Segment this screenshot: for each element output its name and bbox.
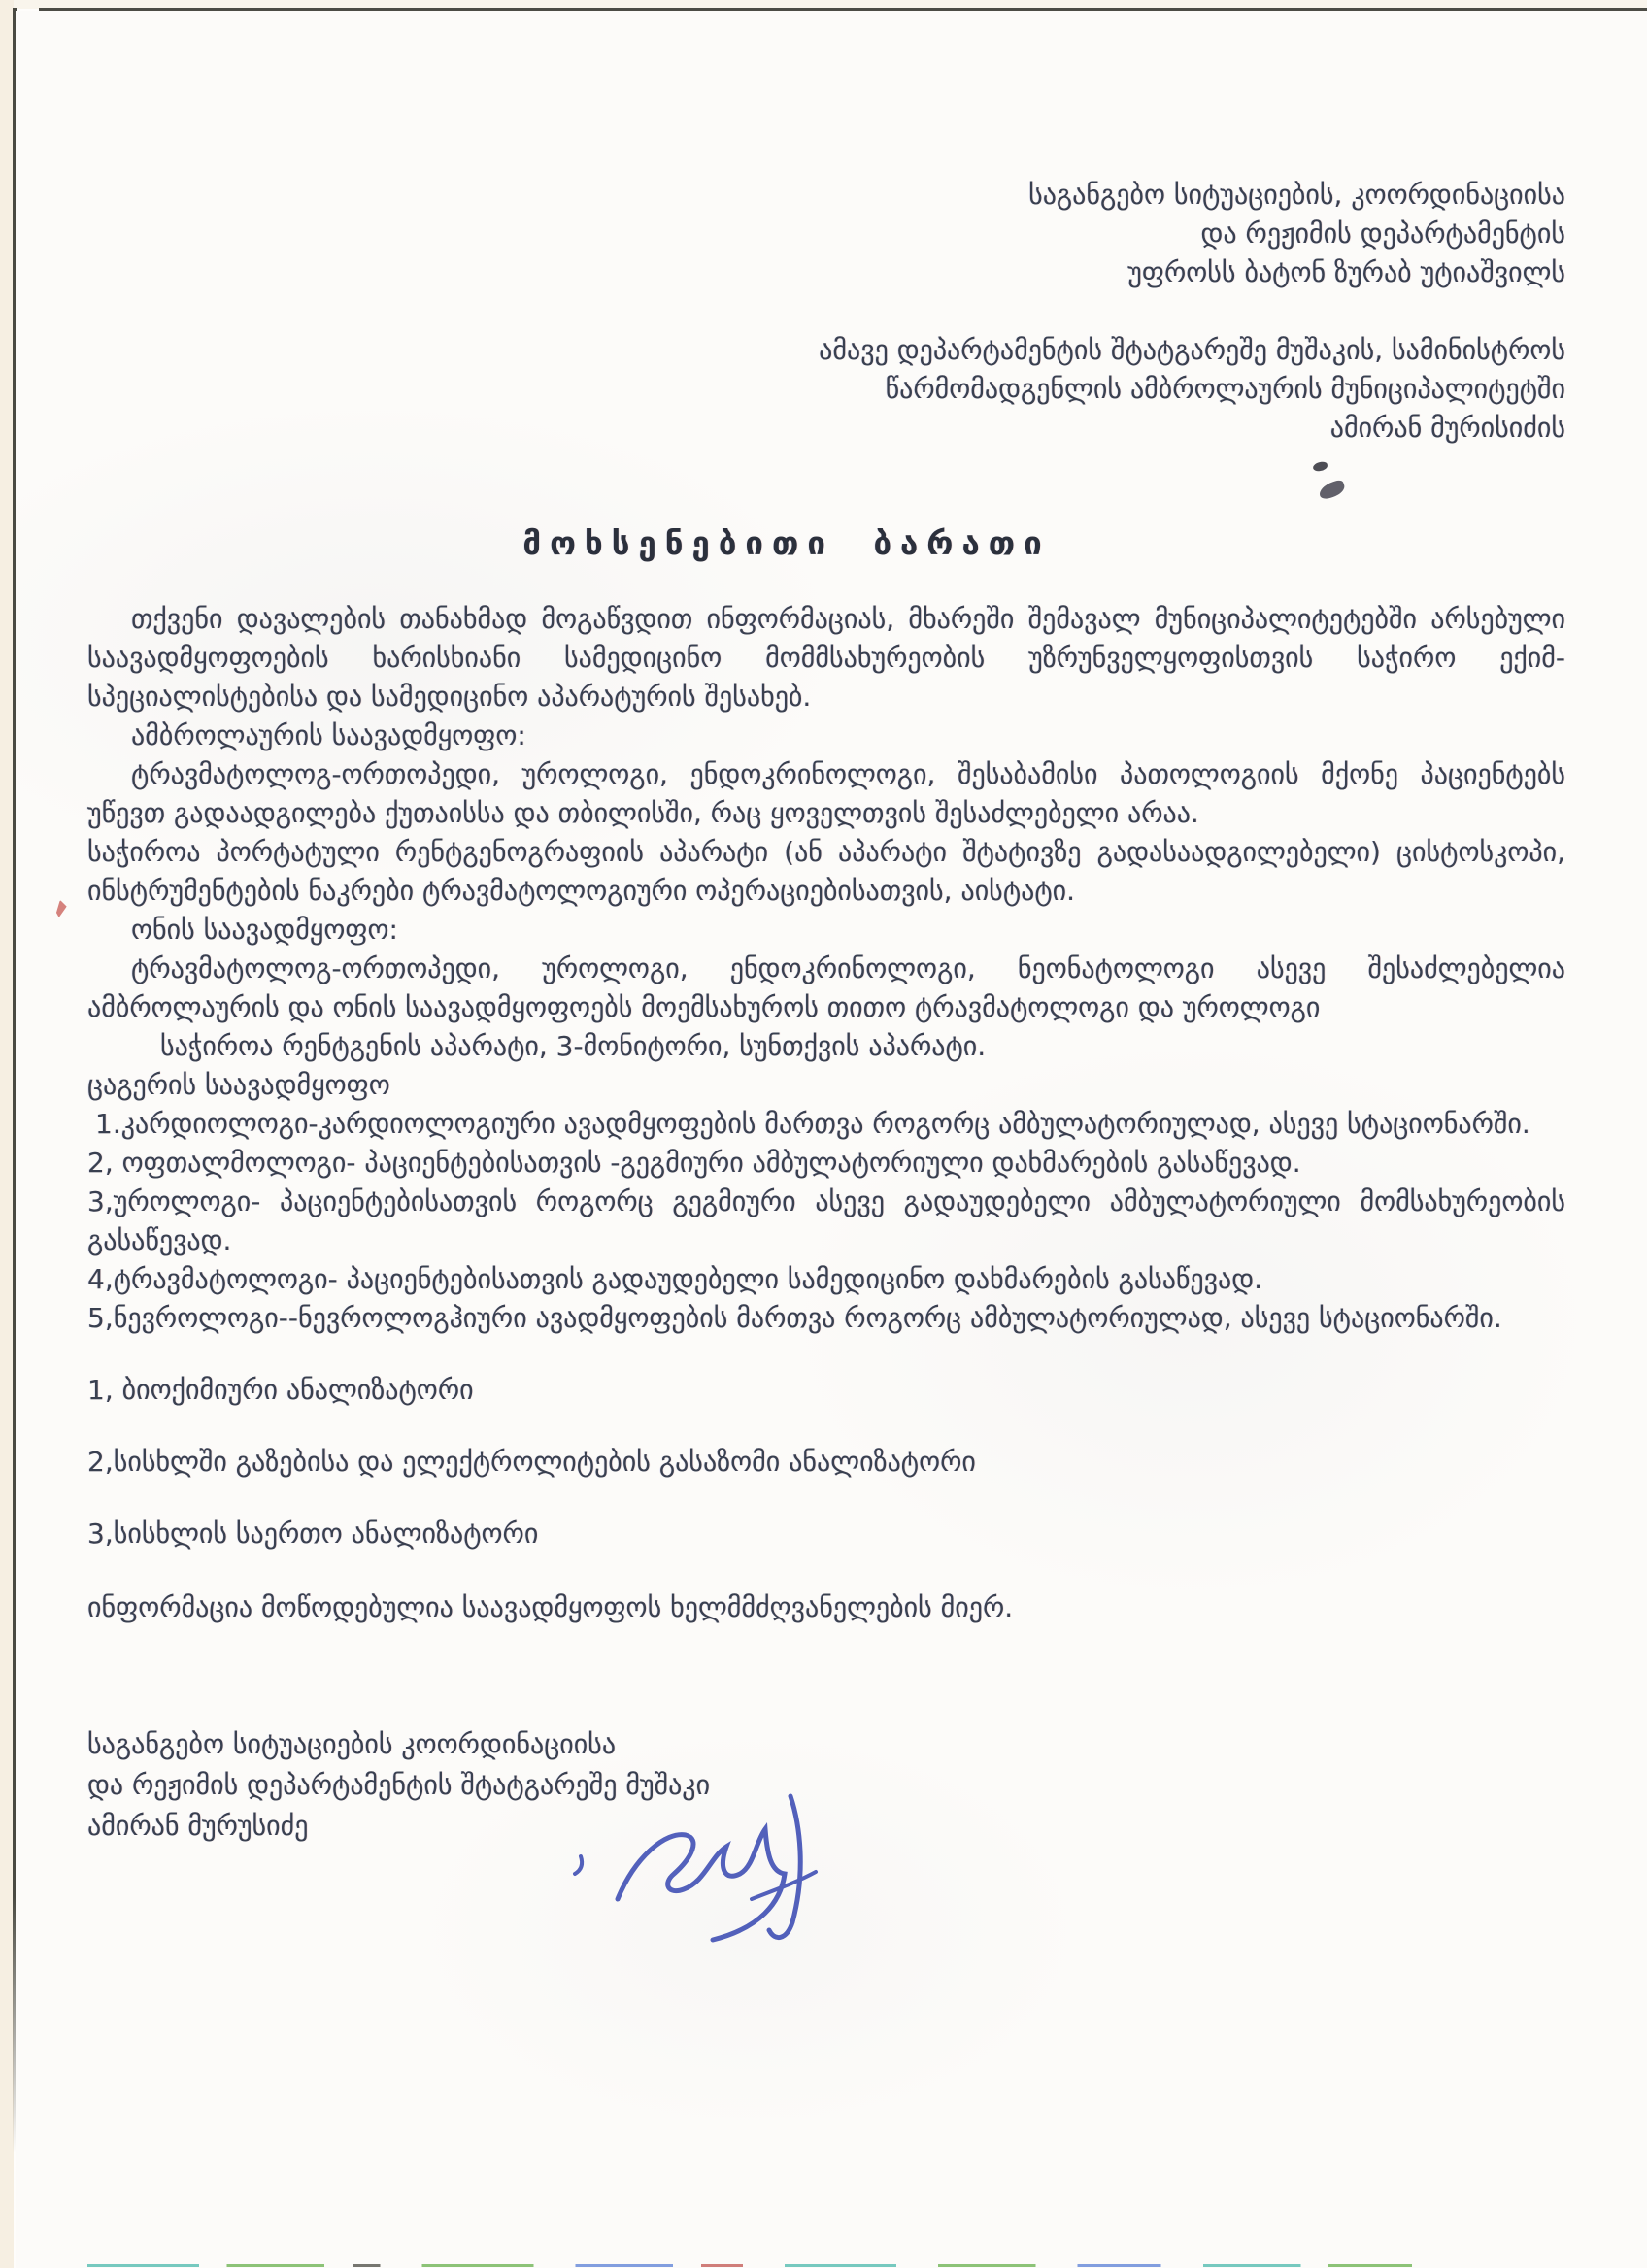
sender-line: ამირან მურისიძის	[1329, 412, 1565, 444]
paragraph: საჭიროა რენტგენის აპარატი, 3-მონიტორი, სუნთქვის აპარატი.	[160, 1030, 987, 1062]
document-title: მოხსენებითი ბარათი	[522, 524, 1051, 562]
list-item: 5,ნევროლოგი--ნევროლოგჰიური ავადმყოფების მართვა როგორც ამბულატორიულად, ასევე სტაციონარში.	[87, 1302, 1502, 1334]
paragraph: თქვენი დავალების თანახმად მოგაწვდით ინფორმაციას, მხარეში შემავალ მუნიციპალიტეტებში არსებული საავადმყოფოების ხარისხიანი სამედიცინო მომმსახურეობის უზრუნველყოფისთვის საჭირო ექიმ-სპეციალისტებისა და სამედიცინო აპარატურის შესახებ.	[87, 603, 1565, 713]
sender-line: ამავე დეპარტამენტის შტატგარეშე მუშაკის, სამინისტროს	[819, 334, 1565, 366]
section-heading-tsageri: ცაგერის საავადმყოფო	[87, 1069, 390, 1101]
section-heading-ambrolauri: ამბროლაურის საავადმყოფო:	[131, 719, 526, 751]
section-heading-oni: ონის საავადმყოფო:	[131, 914, 398, 946]
equipment-item: 1, ბიოქიმიური ანალიზატორი	[87, 1374, 474, 1406]
letter-body	[87, 600, 1565, 1338]
signoff-line: საგანგებო სიტუაციების კოორდინაციისა	[87, 1728, 617, 1760]
recipient-line: და რეჟიმის დეპარტამენტის	[1200, 217, 1565, 250]
handwritten-signature	[561, 1775, 853, 1950]
list-item: 4,ტრავმატოლოგი- პაციენტებისათვის გადაუდებელი სამედიცინო დახმარების გასაწევად.	[87, 1263, 1263, 1295]
list-item: 1.კარდიოლოგი-კარდიოლოგიური ავადმყოფების მართვა როგორც ამბულატორიულად, ასევე სტაციონარში.	[95, 1108, 1530, 1140]
letter-page	[16, 11, 1647, 2268]
recipient-block	[87, 176, 1565, 292]
signoff-line: და რეჟიმის დეპარტამენტის შტატგარეშე მუშაკი	[87, 1769, 711, 1801]
scan-color-noise-strip	[87, 2264, 1482, 2267]
list-item: 2, ოფთალმოლოგი- პაციენტებისათვის -გეგმიური ამბულატორიული დახმარების გასაწევად.	[87, 1147, 1301, 1179]
recipient-line: საგანგებო სიტუაციების, კოორდინაციისა	[1028, 179, 1565, 211]
paragraph: ტრავმატოლოგ-ორთოპედი, უროლოგი, ენდოკრინოლოგი, ნეონატოლოგი ასევე შესაძლებელია ამბროლაურის და ონის საავადმყოფოებს მოემსახუროს თითო ტრავმატოლოგი და უროლოგი	[87, 952, 1565, 1023]
closing-line: ინფორმაცია მოწოდებულია საავადმყოფოს ხელმმძღვანელების მიერ.	[87, 1591, 1014, 1623]
equipment-list	[87, 1371, 1565, 1553]
paragraph: ტრავმატოლოგ-ორთოპედი, უროლოგი, ენდოკრინოლოგი, შესაბამისი პათოლოგიის მქონე პაციენტებს უწევთ გადაადგილება ქუთაისსა და თბილისში, რაც ყოველთვის შესაძლებელი არაა.	[87, 758, 1565, 829]
signoff-line: ამირან მურუსიძე	[87, 1810, 309, 1842]
equipment-item: 2,სისხლში გაზებისა და ელექტროლიტების გასაზომი ანალიზატორი	[87, 1446, 976, 1478]
sender-line: წარმომადგენლის ამბროლაურის მუნიციპალიტეტში	[885, 373, 1565, 405]
recipient-line: უფროსს ბატონ ზურაბ უტიაშვილს	[1127, 256, 1565, 288]
signoff-block	[87, 1724, 1565, 1847]
scanner-margin-left	[0, 0, 14, 2268]
list-item: 3,უროლოგი- პაციენტებისათვის როგორც გეგმიური ასევე გადაუდებელი ამბულატორიული მომსახურეობის გასაწევად.	[87, 1185, 1565, 1256]
equipment-item: 3,სისხლის საერთო ანალიზატორი	[87, 1518, 539, 1550]
sender-block	[87, 331, 1565, 448]
paragraph: საჭიროა პორტატული რენტგენოგრაფიის აპარატი (ან აპარატი შტატივზე გადასაადგილებელი) ცისტოსკოპი, ინსტრუმენტების ნაკრები ტრავმატოლოგიური ოპერაციებისათვის, აისტატი.	[87, 836, 1565, 907]
